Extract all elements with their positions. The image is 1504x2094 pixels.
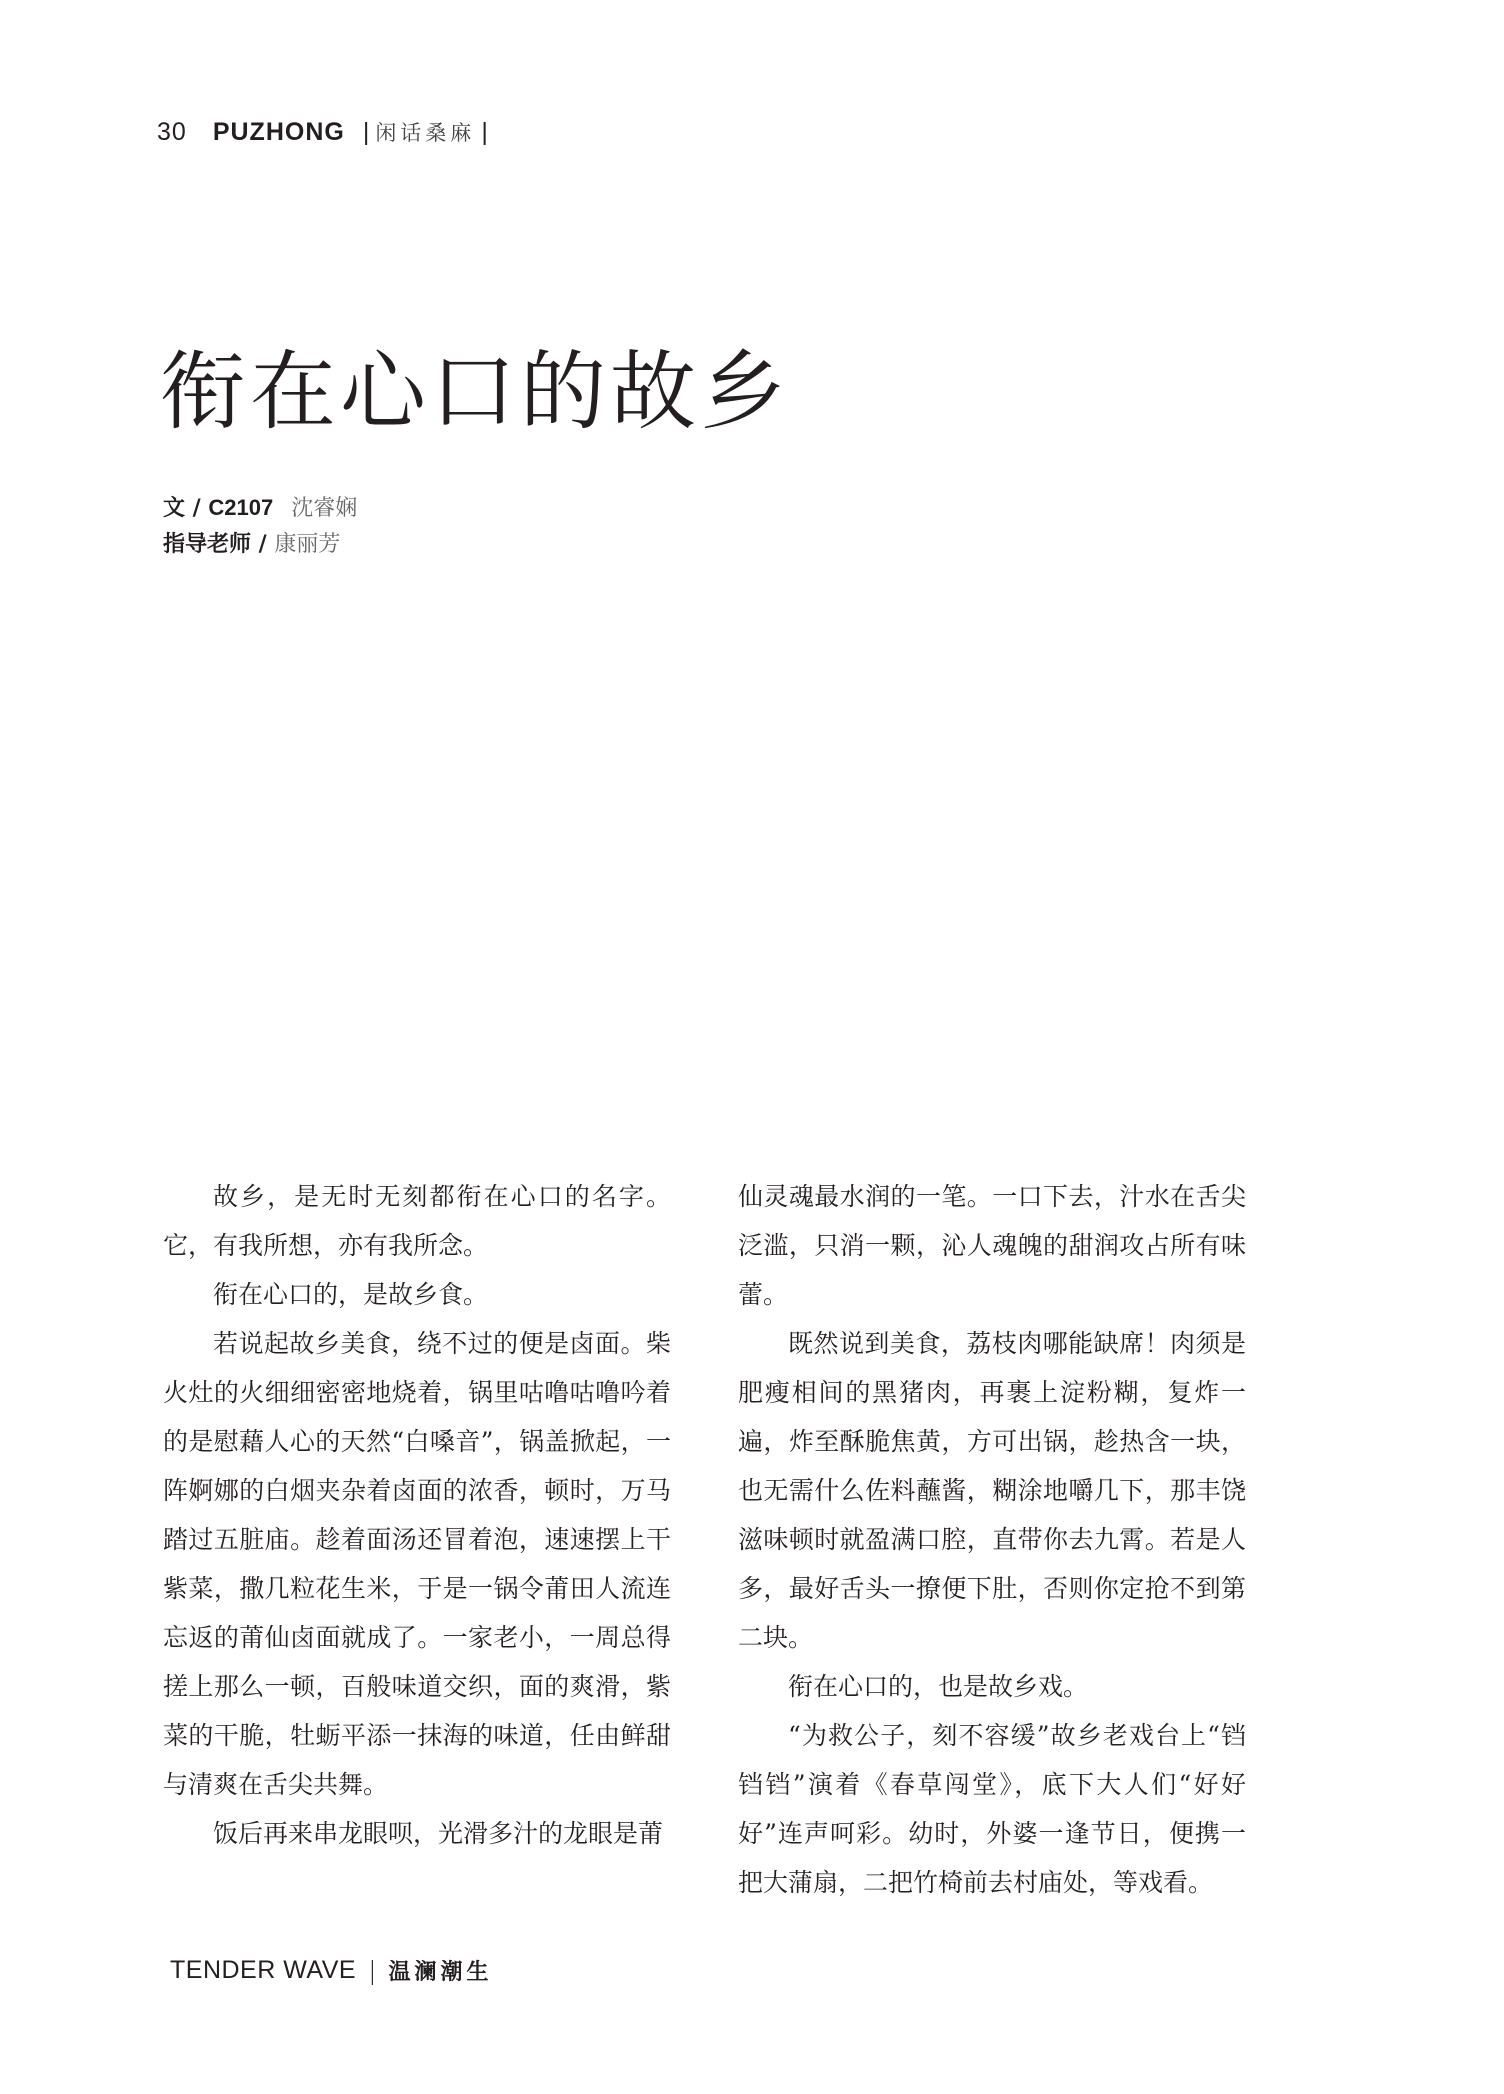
paragraph: 衔在心口的，是故乡食。 [213, 1280, 489, 1309]
article-title: 衔在心口的故乡 [160, 342, 790, 442]
article-column-left [163, 1172, 671, 1858]
footer-english-title: TENDER WAVE [170, 1956, 357, 1984]
paragraph-continued: 仙灵魂最水润的一笔。一口下去，汁水在舌尖泛滥，只消一颗，沁人魂魄的甜润攻占所有味蕾。 [738, 1182, 1246, 1309]
paragraph: “为救公子，刻不容缓”故乡老戏台上“铛铛铛”演着《春草闯堂》，底下大人们“好好好”连声呵彩。幼时，外婆一逢节日，便携一把大蒲扇，二把竹椅前去村庙处，等戏看。 [738, 1721, 1246, 1897]
page-header [157, 112, 494, 152]
byline [163, 490, 357, 563]
page-footer [170, 1955, 493, 1986]
paragraph: 衔在心口的，也是故乡戏。 [788, 1672, 1089, 1701]
author-line [163, 490, 357, 527]
author-code: C2107 [208, 495, 274, 520]
paragraph: 既然说到美食，荔枝肉哪能缺席！肉须是肥瘦相间的黑猪肉，再裹上淀粉糊，复炸一遍，炸至酥脆焦黄，方可出锅，趁热含一块，也无需什么佐料蘸酱，糊涂地嚼几下，那丰饶滋味顿时就盈满口腔，直带你去九霄。若是人多，最好舌头一撩便下肚，否则你定抢不到第二块。 [738, 1329, 1246, 1652]
paragraph: 若说起故乡美食，绕不过的便是卤面。柴火灶的火细细密密地烧着，锅里咕噜咕噜吟着的是慰藉人心的天然“白嗓音”，锅盖掀起，一阵婀娜的白烟夹杂着卤面的浓香，顿时，万马踏过五脏庙。趁着面汤还冒着泡，速速摆上干紫菜，撒几粒花生米，于是一锅令莆田人流连忘返的莆仙卤面就成了。一家老小，一周总得搓上那么一顿，百般味道交织，面的爽滑，紫菜的干脆，牡蛎平添一抹海的味道，任由鲜甜与清爽在舌尖共舞。 [163, 1329, 671, 1799]
header-separator-left: | [362, 117, 370, 146]
magazine-brand: PUZHONG [212, 117, 345, 146]
teacher-name: 康丽芳 [274, 532, 341, 557]
footer-chinese-title: 温澜潮生 [388, 1960, 493, 1985]
teacher-line [163, 527, 357, 563]
article-column-right [738, 1172, 1246, 1907]
paragraph: 故乡，是无时无刻都衔在心口的名字。它，有我所想，亦有我所念。 [163, 1182, 671, 1260]
paragraph: 饭后再来串龙眼呗，光滑多汁的龙眼是莆 [213, 1819, 664, 1848]
author-label: 文 / [163, 496, 209, 521]
footer-separator: | [368, 1956, 377, 1985]
teacher-label: 指导老师 / [163, 532, 275, 557]
section-name: 闲话桑麻 [375, 121, 476, 145]
author-name: 沈睿娴 [291, 496, 358, 521]
header-separator-right: | [481, 117, 488, 146]
page-number: 30 [157, 117, 187, 146]
